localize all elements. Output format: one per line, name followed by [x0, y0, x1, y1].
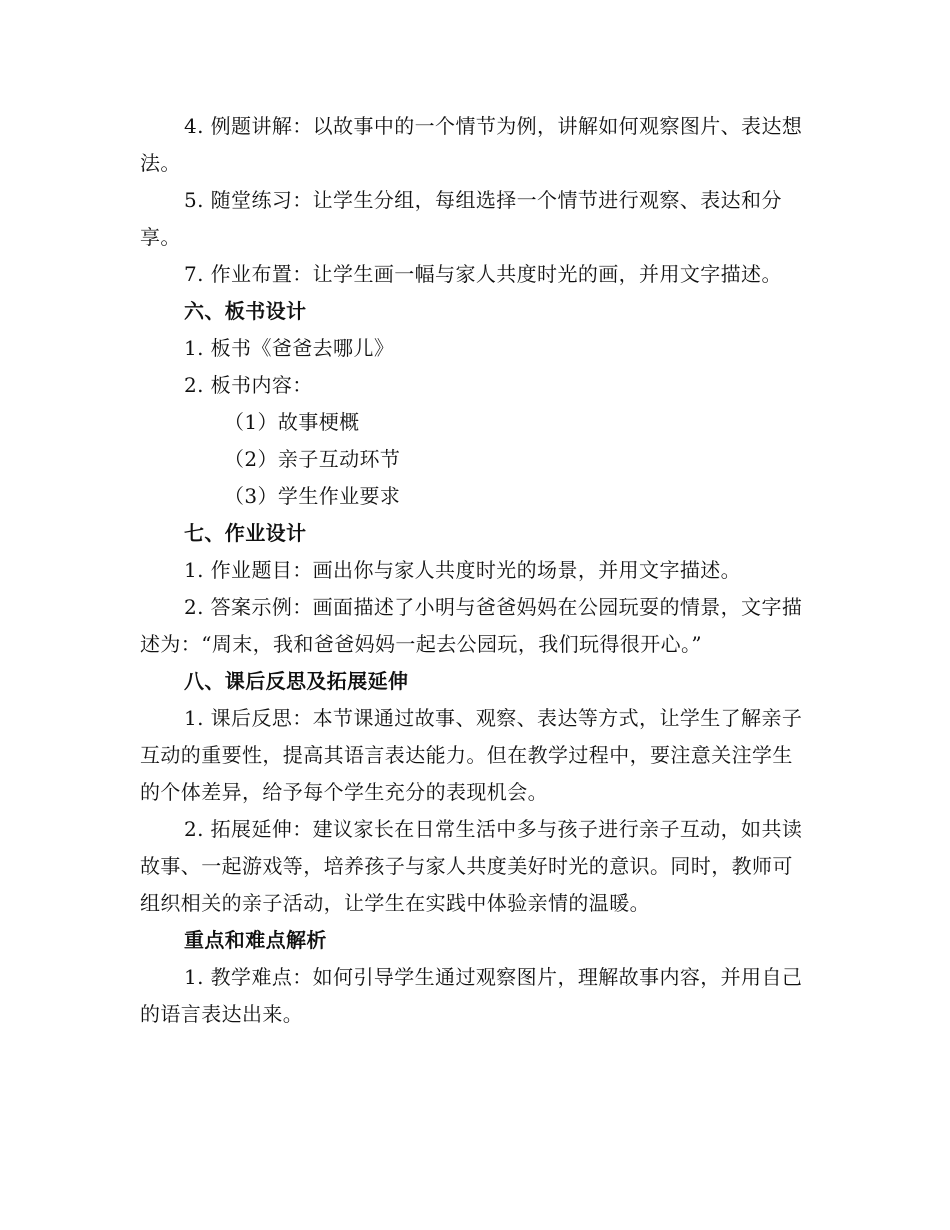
- extension-paragraph: 2. 拓展延伸：建议家长在日常生活中多与孩子进行亲子互动，如共读故事、一起游戏等，培养孩子与家人共度美好时光的意识。同时，教师可组织相关的亲子活动，让学生在实践中体验亲情的温暖。: [140, 817, 803, 915]
- board-title-paragraph: 1. 板书《爸爸去哪儿》: [184, 336, 395, 360]
- board-item-parent-child: （2）亲子互动环节: [224, 447, 401, 471]
- section-heading-homework-design: 七、作业设计: [184, 521, 307, 545]
- reflection-paragraph: 1. 课后反思：本节课通过故事、观察、表达等方式，让学生了解亲子互动的重要性，提高其语言表达能力。但在教学过程中，要注意关注学生的个体差异，给予每个学生充分的表现机会。: [140, 706, 803, 804]
- document-page: [140, 108, 810, 1033]
- section-heading-reflection: 八、课后反思及拓展延伸: [184, 669, 409, 693]
- homework-topic-paragraph: 1. 作业题目：画出你与家人共度时光的场景，并用文字描述。: [184, 558, 742, 582]
- homework-assignment-paragraph: 7. 作业布置：让学生画一幅与家人共度时光的画，并用文字描述。: [184, 262, 782, 286]
- board-item-story-summary: （1）故事梗概: [224, 410, 360, 434]
- board-content-paragraph: 2. 板书内容：: [184, 373, 313, 397]
- example-explanation-paragraph: 4. 例题讲解：以故事中的一个情节为例，讲解如何观察图片、表达想法。: [140, 114, 803, 175]
- board-item-homework-requirements: （3）学生作业要求: [224, 484, 401, 508]
- answer-example-paragraph: 2. 答案示例：画面描述了小明与爸爸妈妈在公园玩耍的情景，文字描述为：“周末，我和爸爸妈妈一起去公园玩，我们玩得很开心。”: [140, 595, 803, 656]
- classroom-practice-paragraph: 5. 随堂练习：让学生分组，每组选择一个情节进行观察、表达和分享。: [140, 188, 782, 249]
- section-heading-board-design: 六、板书设计: [184, 299, 307, 323]
- section-heading-key-points: 重点和难点解析: [184, 928, 327, 952]
- teaching-difficulty-paragraph: 1. 教学难点：如何引导学生通过观察图片，理解故事内容，并用自己的语言表达出来。: [140, 965, 803, 1026]
